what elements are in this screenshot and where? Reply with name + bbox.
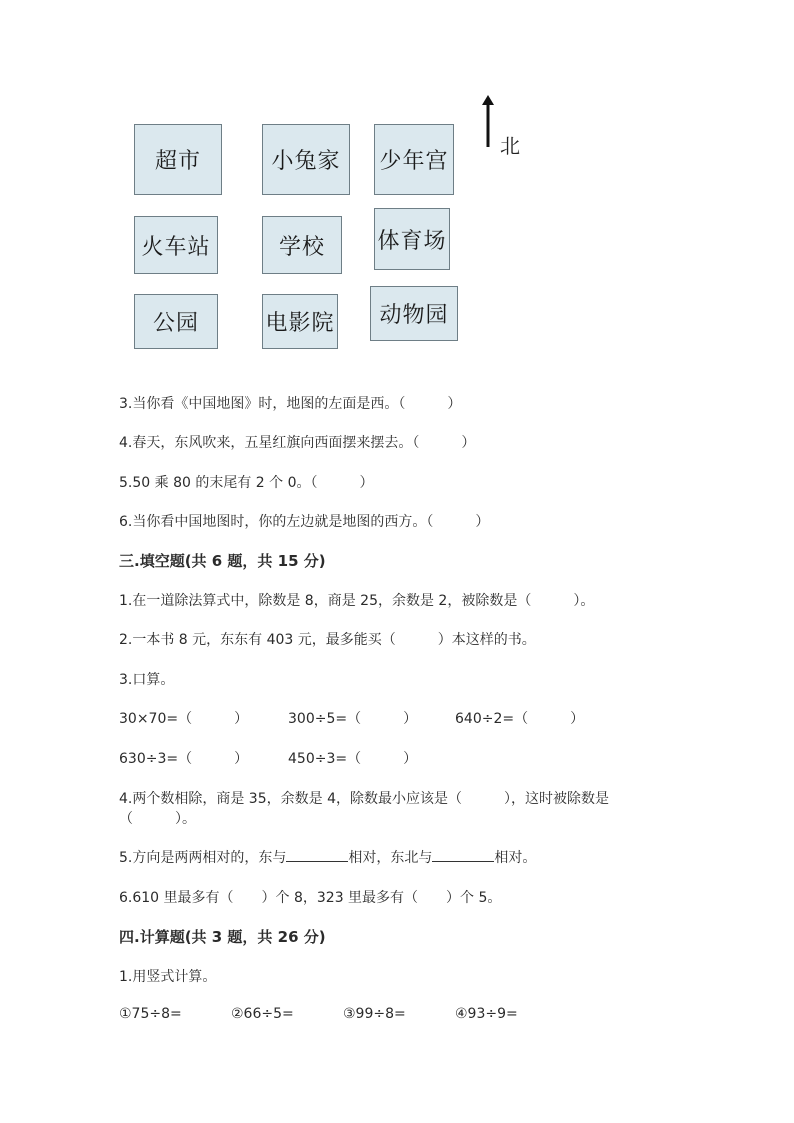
fill-question-2: 2.一本书 8 元，东东有 403 元，最多能买（ ）本这样的书。 [119, 632, 536, 648]
fill-question-4: 4.两个数相除，商是 35，余数是 4，除数最小应该是（ ），这时被除数是 [119, 791, 609, 807]
map-box-youth-palace: 少年宫 [374, 124, 454, 195]
fill-question-3: 3.口算。 [119, 672, 175, 688]
answer-blank [286, 847, 348, 862]
mental-math-item: 450÷3=（ ） [288, 751, 418, 767]
map-box-train-station: 火车站 [134, 216, 218, 274]
fill-5-text-c: 相对。 [494, 850, 537, 866]
fill-5-text-a: 5.方向是两两相对的，东与 [119, 850, 287, 866]
map-box-bunny-home: 小兔家 [262, 124, 350, 195]
vertical-calc-item: ②66÷5= [231, 1006, 294, 1022]
map-box-park: 公园 [134, 294, 218, 349]
section-4-title: 四.计算题(共 3 题，共 26 分) [119, 928, 326, 946]
fill-question-6: 6.610 里最多有（ ）个 8，323 里最多有（ ）个 5。 [119, 890, 502, 906]
fill-question-5 [119, 847, 536, 867]
vertical-calc-item: ①75÷8= [119, 1006, 182, 1022]
section-3-title: 三.填空题(共 6 题，共 15 分) [119, 552, 326, 570]
question-3: 3.当你看《中国地图》时，地图的左面是西。（ ） [119, 396, 462, 412]
vertical-calc-item: ③99÷8= [343, 1006, 406, 1022]
map-box-stadium: 体育场 [374, 208, 450, 270]
question-5: 5.50 乘 80 的末尾有 2 个 0。（ ） [119, 475, 374, 491]
fill-question-1: 1.在一道除法算式中，除数是 8，商是 25，余数是 2，被除数是（ ）。 [119, 593, 595, 609]
mental-math-item: 640÷2=（ ） [455, 711, 585, 727]
north-label: 北 [500, 134, 520, 158]
calc-question-1: 1.用竖式计算。 [119, 969, 217, 985]
fill-question-4-cont: （ ）。 [119, 811, 196, 827]
map-box-cinema: 电影院 [262, 294, 338, 349]
map-box-zoo: 动物园 [370, 286, 458, 341]
answer-blank [432, 847, 494, 862]
question-4: 4.春天，东风吹来，五星红旗向西面摆来摆去。（ ） [119, 435, 476, 451]
map-box-supermarket: 超市 [134, 124, 222, 195]
mental-math-item: 630÷3=（ ） [119, 751, 249, 767]
mental-math-item: 30×70=（ ） [119, 711, 249, 727]
fill-5-text-b: 相对，东北与 [348, 850, 433, 866]
north-arrow-icon [481, 95, 495, 147]
mental-math-item: 300÷5=（ ） [288, 711, 418, 727]
map-box-school: 学校 [262, 216, 342, 274]
question-6: 6.当你看中国地图时，你的左边就是地图的西方。（ ） [119, 514, 490, 530]
vertical-calc-item: ④93÷9= [455, 1006, 518, 1022]
